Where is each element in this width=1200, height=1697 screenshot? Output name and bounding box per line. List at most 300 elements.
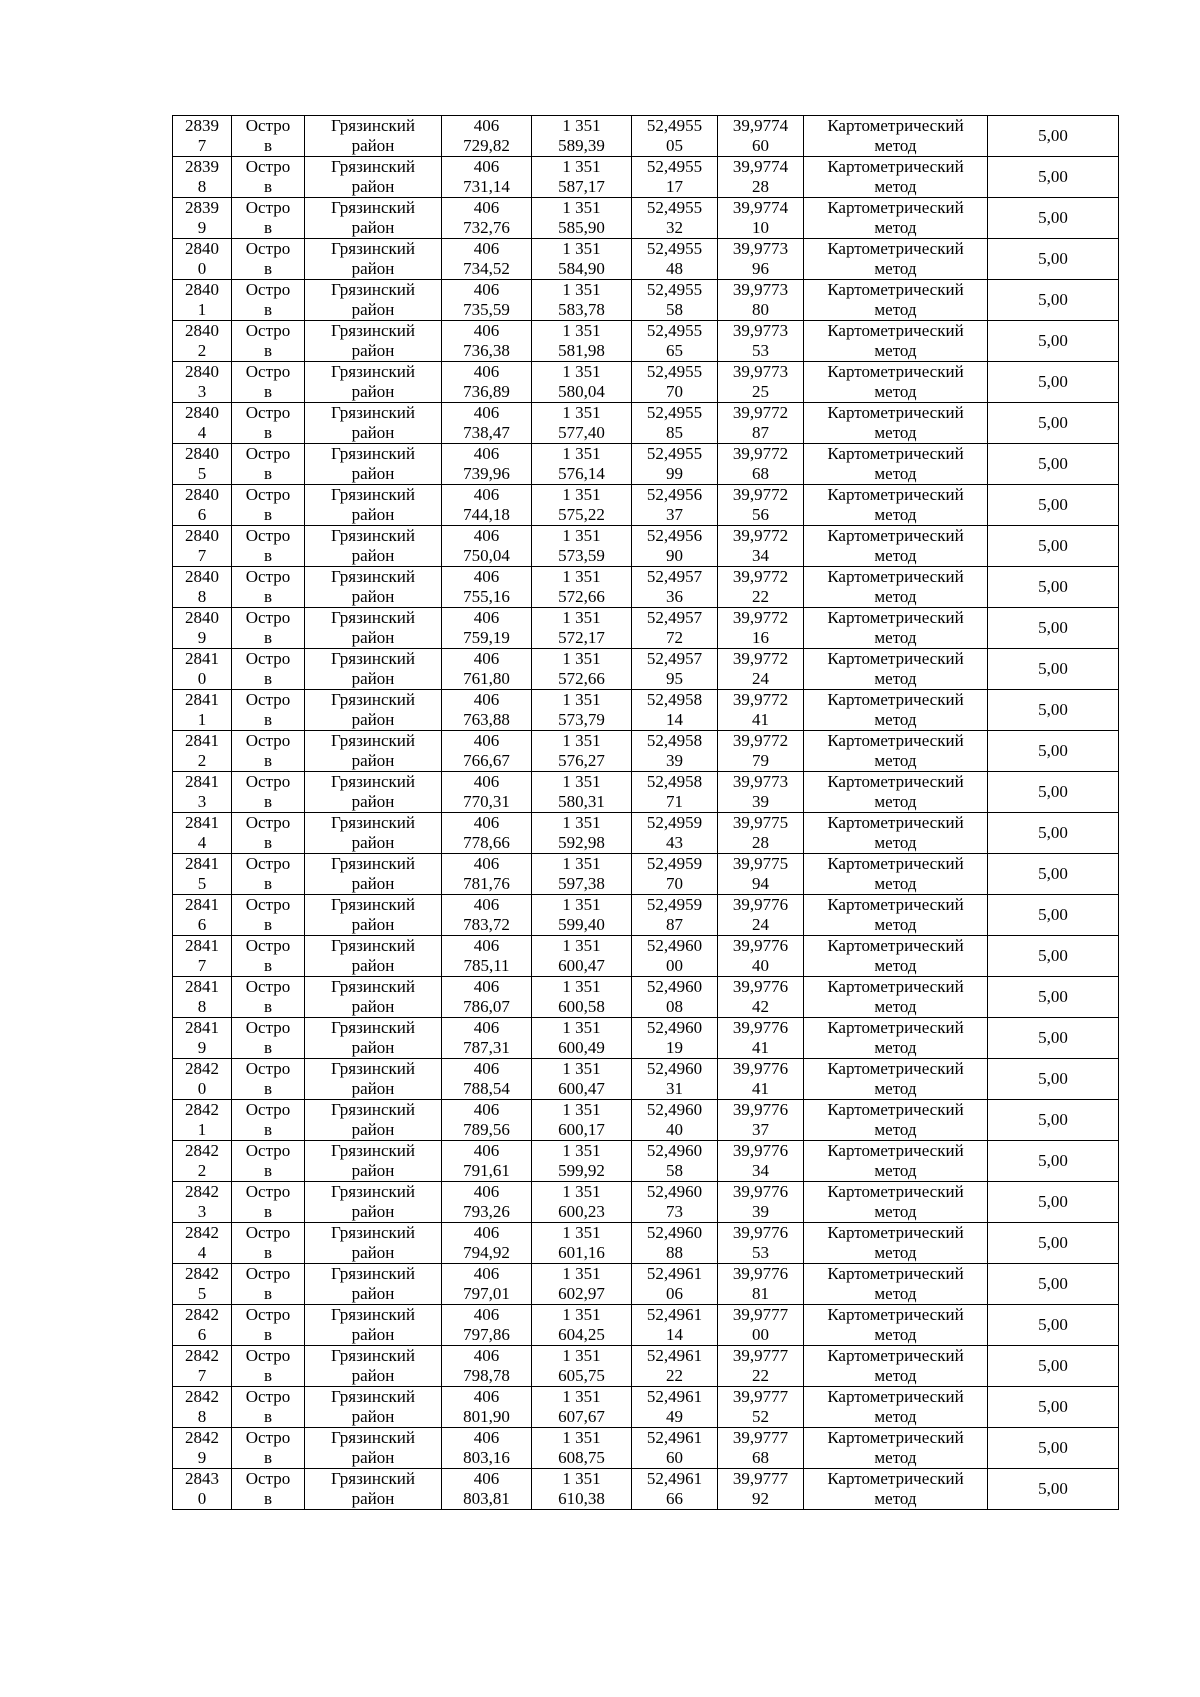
coord-y-cell (532, 977, 632, 1018)
point-number-cell (173, 526, 232, 567)
longitude-cell-line: 39,9776 (732, 977, 789, 996)
district-cell-line: Грязинский (331, 1018, 415, 1037)
point-number-cell (173, 198, 232, 239)
point-number-cell (173, 321, 232, 362)
table-row (173, 485, 1119, 526)
point-number-cell (173, 157, 232, 198)
table-row (173, 1100, 1119, 1141)
coord-x-cell-line: 406 (473, 1428, 500, 1447)
longitude-cell (718, 321, 804, 362)
coord-x-cell (442, 116, 532, 157)
method-cell-line: Картометрический (827, 444, 964, 463)
method-cell-line: Картометрический (827, 977, 964, 996)
point-number-cell-line: 1 (197, 300, 207, 319)
coord-y-cell (532, 403, 632, 444)
method-cell (804, 198, 988, 239)
point-number-cell-line: 6 (197, 505, 207, 524)
district-cell-line: район (351, 956, 395, 975)
method-cell-line: метод (874, 1325, 917, 1344)
object-type-cell-line: в (263, 669, 273, 688)
longitude-cell-line: 87 (752, 423, 769, 442)
latitude-cell-line: 52,4955 (646, 116, 703, 135)
district-cell-line: район (351, 1284, 395, 1303)
method-cell-line: метод (874, 915, 917, 934)
method-cell-line: метод (874, 218, 917, 237)
coord-y-cell-line: 1 351 (562, 1100, 601, 1119)
object-type-cell-line: Остро (245, 1018, 291, 1037)
table-row (173, 813, 1119, 854)
longitude-cell-line: 68 (752, 464, 769, 483)
longitude-cell-line: 39 (752, 1202, 769, 1221)
coord-y-cell (532, 321, 632, 362)
object-type-cell-line: в (263, 177, 273, 196)
point-number-cell (173, 1100, 232, 1141)
district-cell-line: Грязинский (331, 1428, 415, 1447)
object-type-cell-line: Остро (245, 813, 291, 832)
latitude-cell-line: 52,4955 (646, 198, 703, 217)
accuracy-cell: 5,00 (988, 239, 1119, 280)
latitude-cell-line: 60 (666, 1448, 683, 1467)
coord-x-cell-line: 406 (473, 1223, 500, 1242)
object-type-cell-line: Остро (245, 690, 291, 709)
coord-y-cell (532, 1018, 632, 1059)
coord-x-cell (442, 731, 532, 772)
coord-x-cell-line: 406 (473, 1264, 500, 1283)
coord-y-cell (532, 362, 632, 403)
table-row (173, 321, 1119, 362)
coord-y-cell-line: 572,66 (558, 669, 605, 688)
coord-y-cell-line: 1 351 (562, 157, 601, 176)
coord-x-cell (442, 977, 532, 1018)
coord-x-cell (442, 157, 532, 198)
object-type-cell-line: в (263, 505, 273, 524)
longitude-cell-line: 34 (752, 546, 769, 565)
coord-y-cell-line: 577,40 (558, 423, 605, 442)
coord-y-cell-line: 1 351 (562, 567, 601, 586)
accuracy-cell: 5,00 (988, 690, 1119, 731)
method-cell-line: Картометрический (827, 895, 964, 914)
object-type-cell-line: в (263, 587, 273, 606)
coord-y-cell-line: 585,90 (558, 218, 605, 237)
method-cell-line: метод (874, 710, 917, 729)
district-cell-line: район (351, 833, 395, 852)
object-type-cell (232, 977, 305, 1018)
district-cell-line: район (351, 1038, 395, 1057)
coord-x-cell (442, 1264, 532, 1305)
district-cell-line: район (351, 1202, 395, 1221)
table-row (173, 444, 1119, 485)
object-type-cell (232, 1387, 305, 1428)
method-cell-line: Картометрический (827, 526, 964, 545)
district-cell-line: район (351, 1325, 395, 1344)
longitude-cell (718, 567, 804, 608)
district-cell-line: район (351, 710, 395, 729)
accuracy-cell: 5,00 (988, 362, 1119, 403)
point-number-cell-line: 2839 (185, 157, 219, 176)
longitude-cell (718, 526, 804, 567)
point-number-cell (173, 690, 232, 731)
coord-y-cell-line: 604,25 (558, 1325, 605, 1344)
district-cell-line: район (351, 218, 395, 237)
district-cell-line: район (351, 1366, 395, 1385)
method-cell-line: метод (874, 136, 917, 155)
object-type-cell-line: в (263, 1243, 273, 1262)
longitude-cell-line: 60 (752, 136, 769, 155)
coord-x-cell-line: 406 (473, 813, 500, 832)
method-cell-line: метод (874, 1120, 917, 1139)
longitude-cell (718, 485, 804, 526)
latitude-cell-line: 37 (666, 505, 683, 524)
coord-x-cell-line: 406 (473, 854, 500, 873)
latitude-cell (632, 1387, 718, 1428)
coord-x-cell-line: 406 (473, 280, 500, 299)
table-row (173, 690, 1119, 731)
method-cell (804, 321, 988, 362)
object-type-cell (232, 813, 305, 854)
coord-x-cell-line: 739,96 (463, 464, 510, 483)
longitude-cell (718, 362, 804, 403)
coord-x-cell (442, 1100, 532, 1141)
coord-y-cell-line: 1 351 (562, 608, 601, 627)
longitude-cell-line: 24 (752, 669, 769, 688)
accuracy-cell: 5,00 (988, 1018, 1119, 1059)
latitude-cell-line: 85 (666, 423, 683, 442)
point-number-cell (173, 1059, 232, 1100)
method-cell-line: метод (874, 259, 917, 278)
object-type-cell-line: в (263, 1489, 273, 1508)
latitude-cell (632, 649, 718, 690)
longitude-cell (718, 1100, 804, 1141)
point-number-cell-line: 7 (197, 956, 207, 975)
district-cell-line: Грязинский (331, 1059, 415, 1078)
latitude-cell (632, 608, 718, 649)
method-cell-line: Картометрический (827, 1059, 964, 1078)
coord-x-cell-line: 803,16 (463, 1448, 510, 1467)
coord-y-cell-line: 583,78 (558, 300, 605, 319)
latitude-cell (632, 731, 718, 772)
longitude-cell-line: 39,9772 (732, 731, 789, 750)
district-cell (305, 321, 442, 362)
latitude-cell (632, 854, 718, 895)
coord-y-cell (532, 936, 632, 977)
coord-x-cell-line: 406 (473, 526, 500, 545)
longitude-cell-line: 79 (752, 751, 769, 770)
object-type-cell (232, 280, 305, 321)
longitude-cell (718, 1305, 804, 1346)
coord-y-cell (532, 1305, 632, 1346)
method-cell-line: Картометрический (827, 608, 964, 627)
object-type-cell (232, 731, 305, 772)
latitude-cell-line: 39 (666, 751, 683, 770)
point-number-cell-line: 2841 (185, 813, 219, 832)
point-number-cell-line: 5 (197, 464, 207, 483)
latitude-cell (632, 1346, 718, 1387)
object-type-cell-line: Остро (245, 1428, 291, 1447)
coord-y-cell (532, 1346, 632, 1387)
table-row (173, 895, 1119, 936)
longitude-cell (718, 1387, 804, 1428)
coord-x-cell-line: 770,31 (463, 792, 510, 811)
object-type-cell (232, 1346, 305, 1387)
point-number-cell-line: 2842 (185, 1387, 219, 1406)
coord-x-cell (442, 362, 532, 403)
point-number-cell-line: 2841 (185, 649, 219, 668)
longitude-cell-line: 53 (752, 1243, 769, 1262)
district-cell-line: Грязинский (331, 1387, 415, 1406)
longitude-cell-line: 28 (752, 833, 769, 852)
district-cell-line: район (351, 177, 395, 196)
district-cell-line: Грязинский (331, 854, 415, 873)
object-type-cell-line: в (263, 1120, 273, 1139)
coord-y-cell-line: 1 351 (562, 1223, 601, 1242)
longitude-cell-line: 39,9772 (732, 649, 789, 668)
latitude-cell (632, 895, 718, 936)
latitude-cell (632, 936, 718, 977)
accuracy-cell: 5,00 (988, 977, 1119, 1018)
latitude-cell (632, 567, 718, 608)
point-number-cell (173, 1182, 232, 1223)
coord-y-cell-line: 600,47 (558, 1079, 605, 1098)
district-cell (305, 772, 442, 813)
coord-y-cell-line: 1 351 (562, 936, 601, 955)
longitude-cell-line: 41 (752, 710, 769, 729)
district-cell-line: Грязинский (331, 1100, 415, 1119)
coord-x-cell-line: 406 (473, 772, 500, 791)
longitude-cell (718, 690, 804, 731)
method-cell (804, 813, 988, 854)
coord-y-cell (532, 444, 632, 485)
point-number-cell-line: 6 (197, 915, 207, 934)
coord-y-cell-line: 581,98 (558, 341, 605, 360)
method-cell (804, 116, 988, 157)
table-row (173, 854, 1119, 895)
latitude-cell (632, 1141, 718, 1182)
longitude-cell-line: 39,9772 (732, 403, 789, 422)
latitude-cell-line: 52,4960 (646, 1182, 703, 1201)
district-cell (305, 526, 442, 567)
latitude-cell-line: 14 (666, 710, 683, 729)
object-type-cell-line: в (263, 259, 273, 278)
longitude-cell (718, 444, 804, 485)
coord-y-cell-line: 1 351 (562, 772, 601, 791)
point-number-cell (173, 362, 232, 403)
latitude-cell (632, 1018, 718, 1059)
district-cell-line: Грязинский (331, 1223, 415, 1242)
coord-x-cell-line: 763,88 (463, 710, 510, 729)
coord-x-cell (442, 280, 532, 321)
district-cell-line: район (351, 136, 395, 155)
method-cell (804, 1223, 988, 1264)
point-number-cell-line: 2842 (185, 1346, 219, 1365)
coord-x-cell-line: 738,47 (463, 423, 510, 442)
latitude-cell (632, 1469, 718, 1510)
method-cell-line: метод (874, 546, 917, 565)
method-cell-line: Картометрический (827, 1100, 964, 1119)
latitude-cell-line: 22 (666, 1366, 683, 1385)
coord-x-cell (442, 895, 532, 936)
coord-y-cell (532, 895, 632, 936)
latitude-cell-line: 52,4961 (646, 1346, 703, 1365)
method-cell (804, 895, 988, 936)
point-number-cell-line: 4 (197, 1243, 207, 1262)
latitude-cell (632, 1223, 718, 1264)
latitude-cell (632, 1264, 718, 1305)
district-cell (305, 1100, 442, 1141)
coord-y-cell-line: 573,79 (558, 710, 605, 729)
longitude-cell-line: 41 (752, 1079, 769, 1098)
object-type-cell (232, 116, 305, 157)
method-cell-line: Картометрический (827, 1182, 964, 1201)
coord-y-cell-line: 1 351 (562, 403, 601, 422)
longitude-cell (718, 116, 804, 157)
method-cell-line: метод (874, 833, 917, 852)
coord-x-cell-line: 406 (473, 321, 500, 340)
longitude-cell (718, 1428, 804, 1469)
object-type-cell-line: в (263, 956, 273, 975)
coord-x-cell-line: 406 (473, 731, 500, 750)
coord-x-cell-line: 734,52 (463, 259, 510, 278)
coord-x-cell-line: 789,56 (463, 1120, 510, 1139)
coord-y-cell (532, 1387, 632, 1428)
coord-y-cell-line: 608,75 (558, 1448, 605, 1467)
coord-y-cell (532, 1264, 632, 1305)
longitude-cell-line: 37 (752, 1120, 769, 1139)
latitude-cell (632, 690, 718, 731)
district-cell-line: район (351, 792, 395, 811)
point-number-cell-line: 1 (197, 710, 207, 729)
point-number-cell-line: 2841 (185, 936, 219, 955)
coord-x-cell-line: 781,76 (463, 874, 510, 893)
object-type-cell-line: Остро (245, 1346, 291, 1365)
coord-x-cell-line: 791,61 (463, 1161, 510, 1180)
district-cell-line: район (351, 915, 395, 934)
accuracy-cell: 5,00 (988, 649, 1119, 690)
point-number-cell-line: 3 (197, 1202, 207, 1221)
method-cell (804, 526, 988, 567)
coord-x-cell (442, 1387, 532, 1428)
coord-y-cell-line: 1 351 (562, 690, 601, 709)
coord-y-cell-line: 602,97 (558, 1284, 605, 1303)
district-cell-line: Грязинский (331, 567, 415, 586)
longitude-cell (718, 1469, 804, 1510)
object-type-cell (232, 1018, 305, 1059)
object-type-cell (232, 690, 305, 731)
method-cell-line: метод (874, 341, 917, 360)
coord-y-cell-line: 1 351 (562, 485, 601, 504)
district-cell (305, 567, 442, 608)
district-cell (305, 280, 442, 321)
longitude-cell-line: 80 (752, 300, 769, 319)
object-type-cell-line: Остро (245, 239, 291, 258)
district-cell-line: район (351, 423, 395, 442)
coord-x-cell (442, 444, 532, 485)
object-type-cell-line: в (263, 218, 273, 237)
object-type-cell-line: Остро (245, 1059, 291, 1078)
accuracy-cell: 5,00 (988, 1182, 1119, 1223)
coord-y-cell-line: 1 351 (562, 1387, 601, 1406)
longitude-cell-line: 28 (752, 177, 769, 196)
object-type-cell-line: Остро (245, 608, 291, 627)
latitude-cell-line: 43 (666, 833, 683, 852)
object-type-cell (232, 567, 305, 608)
district-cell (305, 1469, 442, 1510)
latitude-cell-line: 48 (666, 259, 683, 278)
coord-x-cell-line: 766,67 (463, 751, 510, 770)
district-cell (305, 649, 442, 690)
coord-x-cell-line: 406 (473, 608, 500, 627)
longitude-cell-line: 39 (752, 792, 769, 811)
longitude-cell-line: 96 (752, 259, 769, 278)
point-number-cell-line: 2841 (185, 731, 219, 750)
longitude-cell-line: 39,9776 (732, 1223, 789, 1242)
method-cell-line: метод (874, 1202, 917, 1221)
latitude-cell (632, 1182, 718, 1223)
point-number-cell (173, 1346, 232, 1387)
longitude-cell-line: 00 (752, 1325, 769, 1344)
point-number-cell (173, 116, 232, 157)
point-number-cell-line: 0 (197, 259, 207, 278)
method-cell (804, 608, 988, 649)
object-type-cell (232, 1223, 305, 1264)
coord-y-cell (532, 116, 632, 157)
district-cell-line: Грязинский (331, 198, 415, 217)
method-cell-line: Картометрический (827, 1141, 964, 1160)
district-cell-line: Грязинский (331, 239, 415, 258)
coord-y-cell-line: 610,38 (558, 1489, 605, 1508)
coord-y-cell (532, 239, 632, 280)
method-cell (804, 1428, 988, 1469)
longitude-cell-line: 22 (752, 587, 769, 606)
district-cell-line: район (351, 341, 395, 360)
longitude-cell-line: 39,9776 (732, 1018, 789, 1037)
district-cell (305, 813, 442, 854)
latitude-cell-line: 70 (666, 874, 683, 893)
object-type-cell (232, 526, 305, 567)
object-type-cell-line: Остро (245, 157, 291, 176)
point-number-cell (173, 772, 232, 813)
district-cell-line: Грязинский (331, 608, 415, 627)
coord-x-cell-line: 406 (473, 1305, 500, 1324)
point-number-cell-line: 0 (197, 669, 207, 688)
district-cell (305, 895, 442, 936)
coord-y-cell-line: 580,04 (558, 382, 605, 401)
method-cell-line: Картометрический (827, 116, 964, 135)
coord-y-cell-line: 589,39 (558, 136, 605, 155)
longitude-cell (718, 813, 804, 854)
coord-y-cell-line: 572,66 (558, 587, 605, 606)
point-number-cell (173, 485, 232, 526)
longitude-cell-line: 39,9772 (732, 608, 789, 627)
latitude-cell-line: 52,4955 (646, 444, 703, 463)
coord-y-cell-line: 1 351 (562, 321, 601, 340)
latitude-cell (632, 813, 718, 854)
method-cell-line: Картометрический (827, 1223, 964, 1242)
latitude-cell-line: 36 (666, 587, 683, 606)
point-number-cell-line: 2840 (185, 526, 219, 545)
coord-x-cell (442, 1182, 532, 1223)
district-cell-line: Грязинский (331, 1469, 415, 1488)
method-cell-line: метод (874, 874, 917, 893)
coord-x-cell-line: 406 (473, 895, 500, 914)
latitude-cell (632, 1100, 718, 1141)
district-cell-line: Грязинский (331, 485, 415, 504)
district-cell-line: район (351, 382, 395, 401)
latitude-cell-line: 40 (666, 1120, 683, 1139)
object-type-cell (232, 362, 305, 403)
accuracy-cell: 5,00 (988, 1428, 1119, 1469)
coord-x-cell-line: 785,11 (463, 956, 510, 975)
point-number-cell-line: 2842 (185, 1428, 219, 1447)
